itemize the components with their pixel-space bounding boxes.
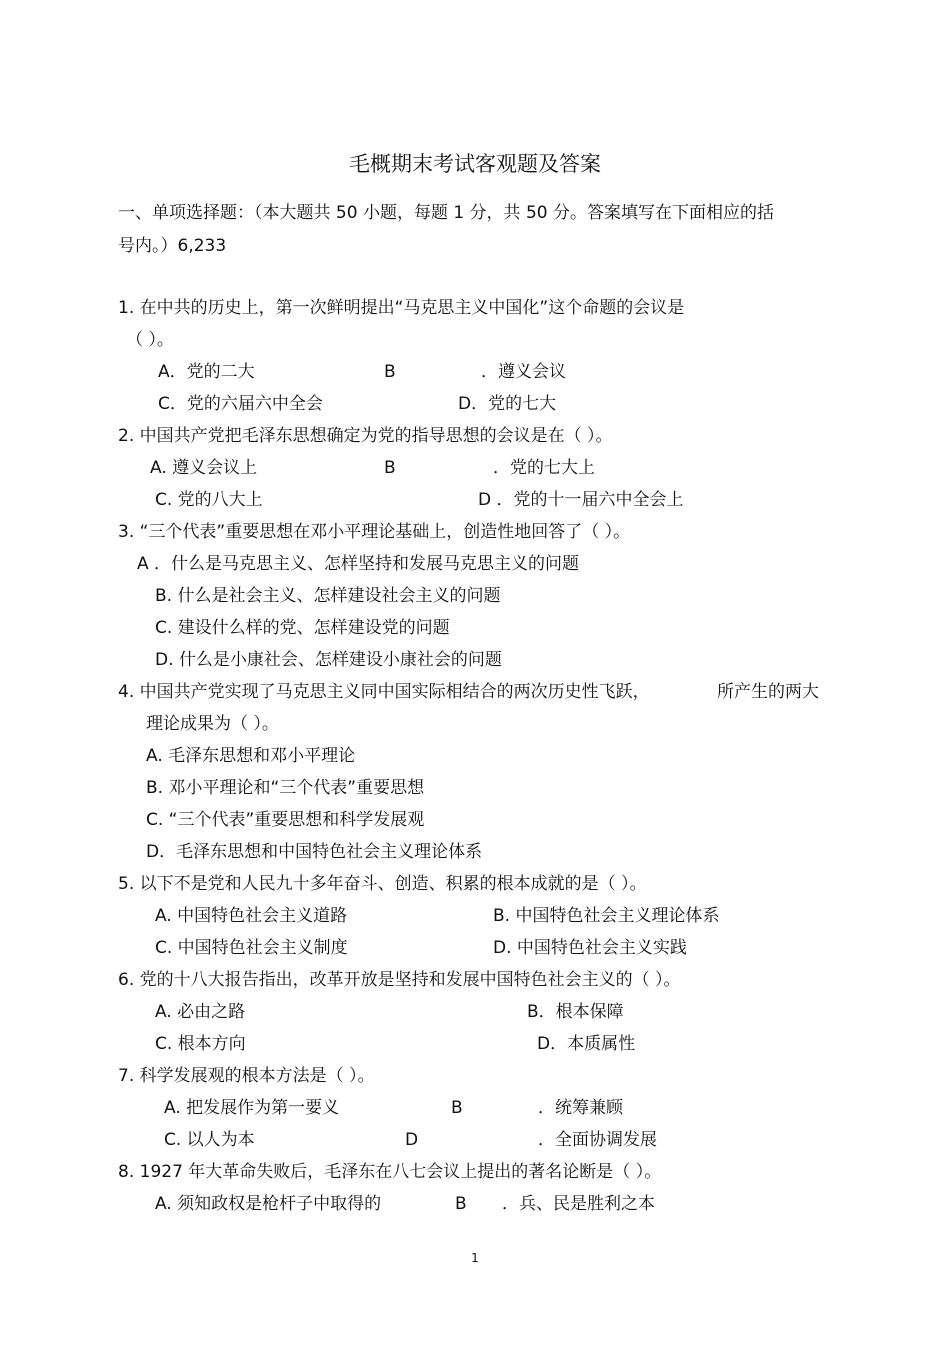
question-1-option-d: D．党的七大: [458, 394, 557, 414]
question-7-option-d-letter: D: [405, 1130, 419, 1150]
question-7-option-d-text: ．全面协调发展: [538, 1130, 657, 1150]
question-1-option-a: A．党的二大: [158, 362, 255, 382]
question-2-option-c: C. 党的八大上: [155, 490, 263, 510]
question-1-stem: 1. 在中共的历史上，第一次鲜明提出“马克思主义中国化”这个命题的会议是: [118, 298, 685, 318]
question-8-option-a: A. 须知政权是枪杆子中取得的: [155, 1194, 382, 1214]
question-2-option-d: D ．党的十一届六中全会上: [478, 490, 684, 510]
question-4-stem-line-2: 理论成果为（ ）。: [146, 714, 279, 734]
question-8-option-b-letter: B: [455, 1194, 467, 1214]
question-6-stem: 6. 党的十八大报告指出，改革开放是坚持和发展中国特色社会主义的（ ）。: [118, 970, 681, 990]
question-4-option-b: B. 邓小平理论和“三个代表”重要思想: [146, 778, 425, 798]
question-4-stem-continued: 所产生的两大: [717, 682, 819, 702]
question-5-option-a: A. 中国特色社会主义道路: [155, 906, 348, 926]
question-4-option-d: D．毛泽东思想和中国特色社会主义理论体系: [146, 842, 483, 862]
question-4-option-a: A. 毛泽东思想和邓小平理论: [146, 746, 356, 766]
question-4-stem: 4. 中国共产党实现了马克思主义同中国实际相结合的两次历史性飞跃，: [118, 682, 650, 702]
question-5-stem: 5. 以下不是党和人民九十多年奋斗、创造、积累的根本成就的是（ ）。: [118, 874, 647, 894]
section-intro-line-1: 一、单项选择题：（本大题共 50 小题，每题 1 分，共 50 分。答案填写在下面相应的括: [118, 203, 775, 223]
question-2-option-b-text: ．党的七大上: [493, 458, 595, 478]
question-5-option-c: C. 中国特色社会主义制度: [155, 938, 348, 958]
question-1-option-c: C．党的六届六中全会: [158, 394, 323, 414]
question-3-option-a: A ．什么是马克思主义、怎样坚持和发展马克思主义的问题: [137, 554, 580, 574]
question-7-option-b-text: ．统筹兼顾: [538, 1098, 623, 1118]
question-3-option-d: D. 什么是小康社会、怎样建设小康社会的问题: [155, 650, 502, 670]
question-3-stem: 3. “三个代表”重要思想在邓小平理论基础上，创造性地回答了（ ）。: [118, 522, 631, 542]
question-7-stem: 7. 科学发展观的根本方法是（ ）。: [118, 1066, 375, 1086]
page-title: 毛概期末考试客观题及答案: [349, 152, 601, 176]
question-5-option-d: D. 中国特色社会主义实践: [493, 938, 687, 958]
question-1-stem-line-2: （ ）。: [126, 330, 174, 350]
question-6-option-a: A. 必由之路: [155, 1002, 246, 1022]
question-7-option-c: C. 以人为本: [164, 1130, 255, 1150]
question-3-option-c: C. 建设什么样的党、怎样建设党的问题: [155, 618, 450, 638]
question-2-stem: 2. 中国共产党把毛泽东思想确定为党的指导思想的会议是在（ ）。: [118, 426, 613, 446]
question-8-stem: 8. 1927 年大革命失败后，毛泽东在八七会议上提出的著名论断是（ ）。: [118, 1162, 662, 1182]
question-3-option-b: B. 什么是社会主义、怎样建设社会主义的问题: [155, 586, 501, 606]
question-1-option-b-letter: B: [384, 362, 396, 382]
question-2-option-b-letter: B: [384, 458, 396, 478]
question-4-option-c: C. “三个代表”重要思想和科学发展观: [146, 810, 425, 830]
question-6-option-c: C. 根本方向: [155, 1034, 246, 1054]
question-7-option-a: A. 把发展作为第一要义: [164, 1098, 340, 1118]
page-number: 1: [471, 1251, 479, 1265]
question-1-option-b-text: ．遵义会议: [481, 362, 566, 382]
question-7-option-b-letter: B: [451, 1098, 463, 1118]
question-8-option-b-text: ．兵、民是胜利之本: [502, 1194, 655, 1214]
section-intro-line-2: 号内。）6,233: [118, 236, 227, 256]
question-6-option-d: D．本质属性: [537, 1034, 636, 1054]
question-5-option-b: B. 中国特色社会主义理论体系: [493, 906, 720, 926]
question-6-option-b: B．根本保障: [527, 1002, 624, 1022]
question-2-option-a: A. 遵义会议上: [150, 458, 258, 478]
